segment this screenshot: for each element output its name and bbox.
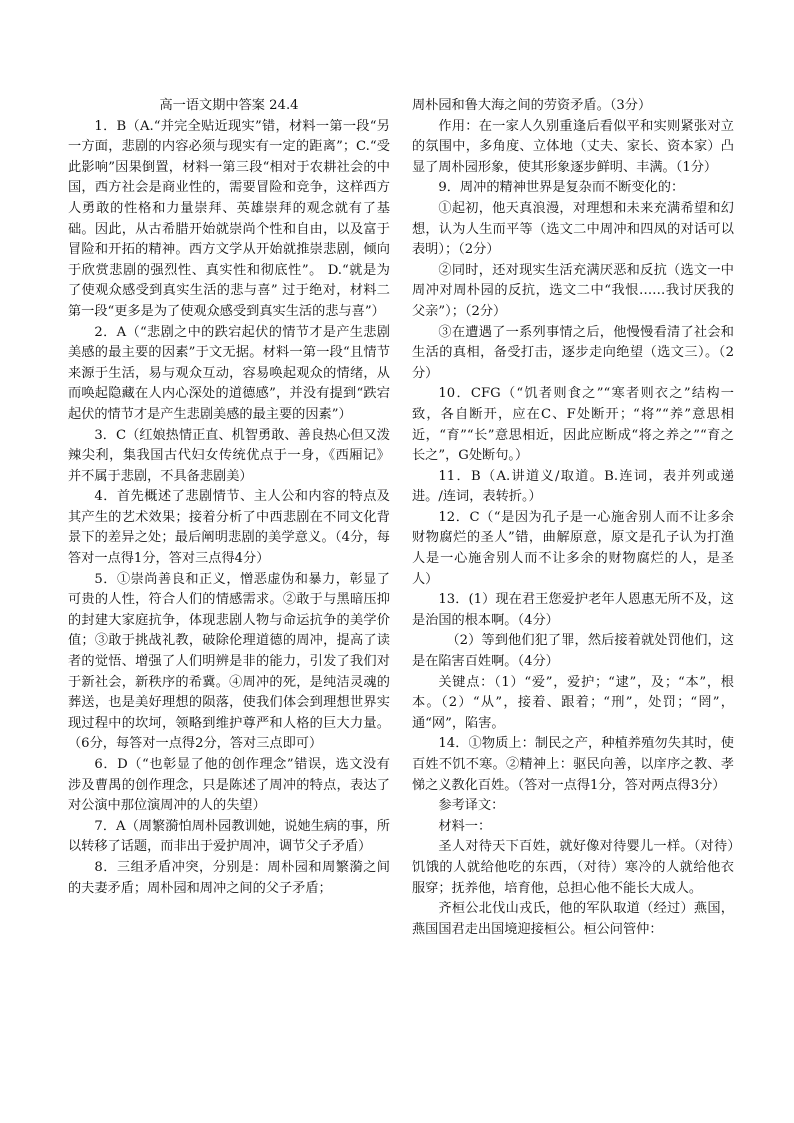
answer-13-2: （2）等到他们犯了罪，然后接着就处罚他们，这是在陷害百姓啊。（4分） xyxy=(412,633,734,670)
answer-13-1: 13．(1）现在君王您爱护老年人恩惠无所不及，这是治国的根本啊。（4分） xyxy=(412,592,734,628)
answer-4: 4．首先概述了悲剧情节、主人公和内容的特点及其产生的艺术效果；接着分析了中西悲剧在不同文化背景下的差异之处；最后阐明悲剧的美学意义。（4分，每答对一点得1分，答对三点得4分） xyxy=(68,489,390,567)
answer-1: 1．B（A.“并完全贴近现实”错，材料一第一段“另一方面，悲剧的内容必须与现实有一定的距离”；C.“受此影响”因果倒置，材料一第三段“相对于农耕社会的中国，西方社会是商业性的，需要冒险和竞争，这样西方人勇敢的性格和力量崇拜、英雄崇拜的观念就有了基础。因此，从古希腊开始就崇尚个性和自由，以及富于冒险和开拓的精神。西方文学从开始就推崇悲剧，倾向于欣赏悲剧的强烈性、真实性和彻底性”。 D.“就是为了使观众感受到真实生活的悲与喜” 过于绝对，材料二第一段“更多是为了使观众感受到真实生活的悲与喜”） xyxy=(68,118,390,319)
answer-12: 12．C（“是因为孔子是一心施舍别人而不让多余财物腐烂的圣人”错，曲解原意，原文是孔子认为打渔人是一心施舍别人而不让多余的财物腐烂的人，是圣人） xyxy=(412,509,734,587)
answer-11: 11．B（A.讲道义/取道。B.连词，表并列或递进。/连词，表转折。） xyxy=(412,468,734,505)
material-1-heading: 材料一： xyxy=(438,818,492,834)
translation-paragraph-2: 齐桓公北伐山戎氏，他的军队取道（经过）燕国，燕国国君走出国境迎接桓公。桓公问管仲： xyxy=(412,901,734,937)
answer-9-point-3: ③在遭遇了一系列事情之后，他慢慢看清了社会和生活的真相，备受打击，逐步走向绝望（选文三）。（2分） xyxy=(412,324,734,381)
answer-9: 9．周冲的精神世界是复杂而不断变化的： xyxy=(438,180,685,196)
answer-3: 3．C（红娘热情正直、机智勇敢、善良热心但又泼辣尖利，集我国古代妇女传统优点于一身，《西厢记》并不属于悲剧，不具备悲剧美） xyxy=(68,427,390,484)
answer-5: 5．①崇尚善良和正义，憎恶虚伪和暴力，彰显了可贵的人性，符合人们的情感需求。②敢于与黑暗压抑的封建大家庭抗争，体现悲剧人物与命运抗争的美学价值；③敢于挑战礼教，破除伦理道德的周冲，提高了读者的觉悟、增强了人们明辨是非的能力，引发了我们对于新社会，新秩序的希冀。④周冲的死，是纯洁灵魂的葬送，也是美好理想的陨落，使我们体会到理想世界实现过程中的坎坷，领略到维护尊严和人格的巨大力量。（6分，每答对一点得2分，答对三点即可） xyxy=(68,571,390,752)
page-title: 高一语文期中答案 24.4 xyxy=(159,98,299,113)
answer-14: 14．①物质上：制民之产，种植养殖勿失其时，使百姓不饥不寒。②精神上：驱民向善，以庠序之教、孝悌之义教化百姓。（答对一点得1分，答对两点得3分） xyxy=(412,736,734,793)
answer-13-keypoints: 关键点：（1）“爱”，爱护；“逮”，及；“本”，根本。（2）“从”，接着、跟着；“刑”，处罚；“罔”，通“网”，陷害。 xyxy=(412,674,734,731)
answer-6: 6．D（“也彰显了他的创作理念”错误，选文没有涉及曹禺的创作理念，只是陈述了周冲的特点，表达了对公演中那位演周冲的人的失望） xyxy=(68,757,390,814)
answer-9-point-2: ②同时，还对现实生活充满厌恶和反抗（选文一中周冲对周朴园的反抗，选文二中“我恨……我讨厌我的父亲”）；（2分） xyxy=(412,262,734,319)
left-column xyxy=(68,96,390,899)
answer-9-point-1: ①起初，他天真浪漫，对理想和未来充满希望和幻想，认为人生而平等（选文二中周冲和四凤的对话可以表明）；（2分） xyxy=(412,200,734,258)
answer-8-continued: 周朴园和鲁大海之间的劳资矛盾。（3分） xyxy=(412,98,652,113)
right-column xyxy=(412,96,734,940)
answer-2: 2．A（“悲剧之中的跌宕起伏的情节才是产生悲剧美感的最主要的因素”于文无据。材料一第一段“且情节来源于生活，易与观众互动，容易唤起观众的情绪，从而唤起隐藏在人内心深处的道德感”，并没有提到“跌宕起伏的情节才是产生悲剧美感的最主要的因素”） xyxy=(68,324,390,422)
answer-10: 10．CFG（“饥者则食之”“寒者则衣之”结构一致，各自断开，应在C、F处断开；“将”“养”意思相近，“育”“长”意思相近，因此应断成“将之养之”“育之长之”，G处断句。） xyxy=(412,386,734,464)
answer-7: 7．A（周繁漪怕周朴园教训她，说她生病的事，所以转移了话题，而非出于爱护周冲，调节父子矛盾） xyxy=(68,818,390,855)
translation-heading: 参考译文： xyxy=(438,798,505,814)
answer-8: 8．三组矛盾冲突，分别是：周朴园和周繁漪之间的夫妻矛盾；周朴园和周冲之间的父子矛盾； xyxy=(68,859,390,896)
answer-8-function: 作用：在一家人久别重逢后看似平和实则紧张对立的氛围中，多角度、立体地（丈夫、家长、资本家）凸显了周朴园形象，使其形象逐步鲜明、丰满。（1分） xyxy=(412,118,734,175)
translation-paragraph-1: 圣人对待天下百姓，就好像对待婴儿一样。（对待）饥饿的人就给他吃的东西，（对待）寒冷的人就给他衣服穿；抚养他，培育他，总担心他不能长大成人。 xyxy=(412,839,734,896)
